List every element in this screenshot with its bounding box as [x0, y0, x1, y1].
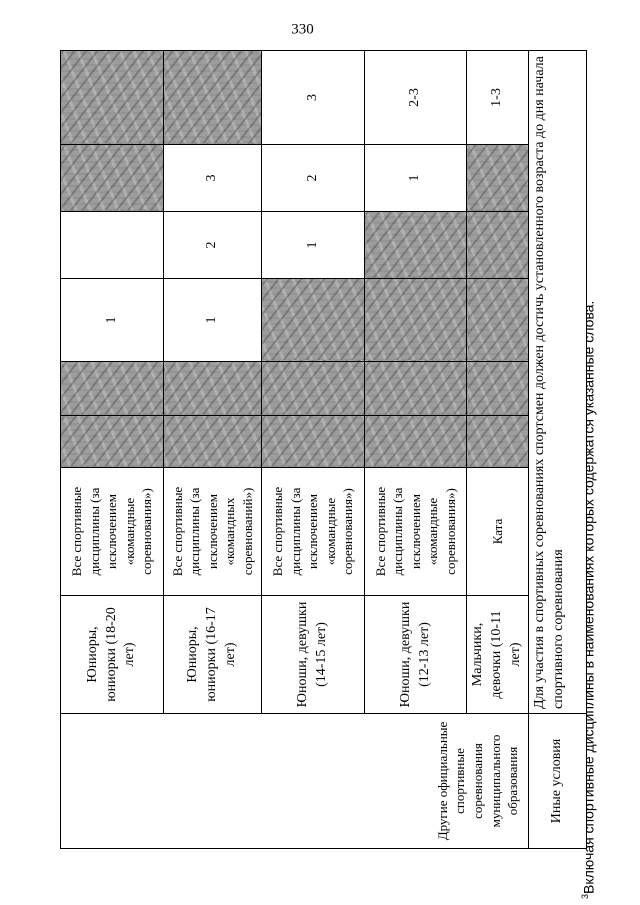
- value-cell: [61, 362, 164, 416]
- value-cell: [365, 279, 467, 362]
- value-cell: [467, 362, 529, 416]
- value-cell: [61, 145, 164, 212]
- other-conditions-text: Для участия в спортивных соревнованиях спортсмен должен достичь установленного возраста до дня начала спортивного соревнования: [528, 51, 586, 714]
- value-cell: [61, 416, 164, 468]
- discipline-cell: Ката: [467, 468, 529, 596]
- qualification-table: [60, 50, 587, 849]
- competition-cell: Другие официальные спортивные соревнования муниципального образования: [61, 714, 529, 849]
- value-cell: [467, 145, 529, 212]
- value-cell: 1-3: [467, 51, 529, 145]
- footnote: [580, 19, 597, 899]
- age-group-cell: Юноши, девушки (12-13 лет): [365, 596, 467, 714]
- value-cell: 1: [164, 279, 262, 362]
- page-number: 330: [291, 21, 314, 38]
- value-cell: 2: [262, 145, 365, 212]
- value-cell: [467, 279, 529, 362]
- value-cell: [467, 416, 529, 468]
- other-conditions-label: Иные условия: [528, 714, 586, 849]
- age-group-cell: Юниоры, юниорки (16-17 лет): [164, 596, 262, 714]
- value-cell: 3: [164, 145, 262, 212]
- age-group-cell: Юниоры, юниорки (18-20 лет): [61, 596, 164, 714]
- discipline-cell: Все спортивные дисциплины (за исключением «командные соревнования»): [365, 468, 467, 596]
- discipline-cell: Все спортивные дисциплины (за исключением «командные соревнования»): [262, 468, 365, 596]
- value-cell: [262, 362, 365, 416]
- age-group-cell: Юноши, девушки (14-15 лет): [262, 596, 365, 714]
- table-row: [61, 51, 164, 849]
- value-cell: [164, 416, 262, 468]
- discipline-cell: Все спортивные дисциплины (за исключением «командные соревнования»): [61, 468, 164, 596]
- value-cell: [164, 51, 262, 145]
- value-cell: [164, 362, 262, 416]
- value-cell: [61, 51, 164, 145]
- footnote-marker: 3: [580, 893, 590, 899]
- table-body: [61, 51, 587, 849]
- value-cell: 2-3: [365, 51, 467, 145]
- value-cell: 3: [262, 51, 365, 145]
- value-cell: 1: [365, 145, 467, 212]
- value-cell: [262, 416, 365, 468]
- footnote-text: Включая спортивные дисциплины в наименованиях которых содержатся указанные слова.: [580, 300, 597, 894]
- value-cell: [365, 362, 467, 416]
- age-group-cell: Мальчики, девочки (10-11 лет): [467, 596, 529, 714]
- value-cell: [262, 279, 365, 362]
- value-cell: [61, 212, 164, 279]
- value-cell: 1: [262, 212, 365, 279]
- value-cell: 2: [164, 212, 262, 279]
- value-cell: [365, 416, 467, 468]
- value-cell: 1: [61, 279, 164, 362]
- value-cell: [467, 212, 529, 279]
- other-conditions-row: [528, 51, 586, 849]
- discipline-cell: Все спортивные дисциплины (за исключением «командных соревнований»): [164, 468, 262, 596]
- value-cell: [365, 212, 467, 279]
